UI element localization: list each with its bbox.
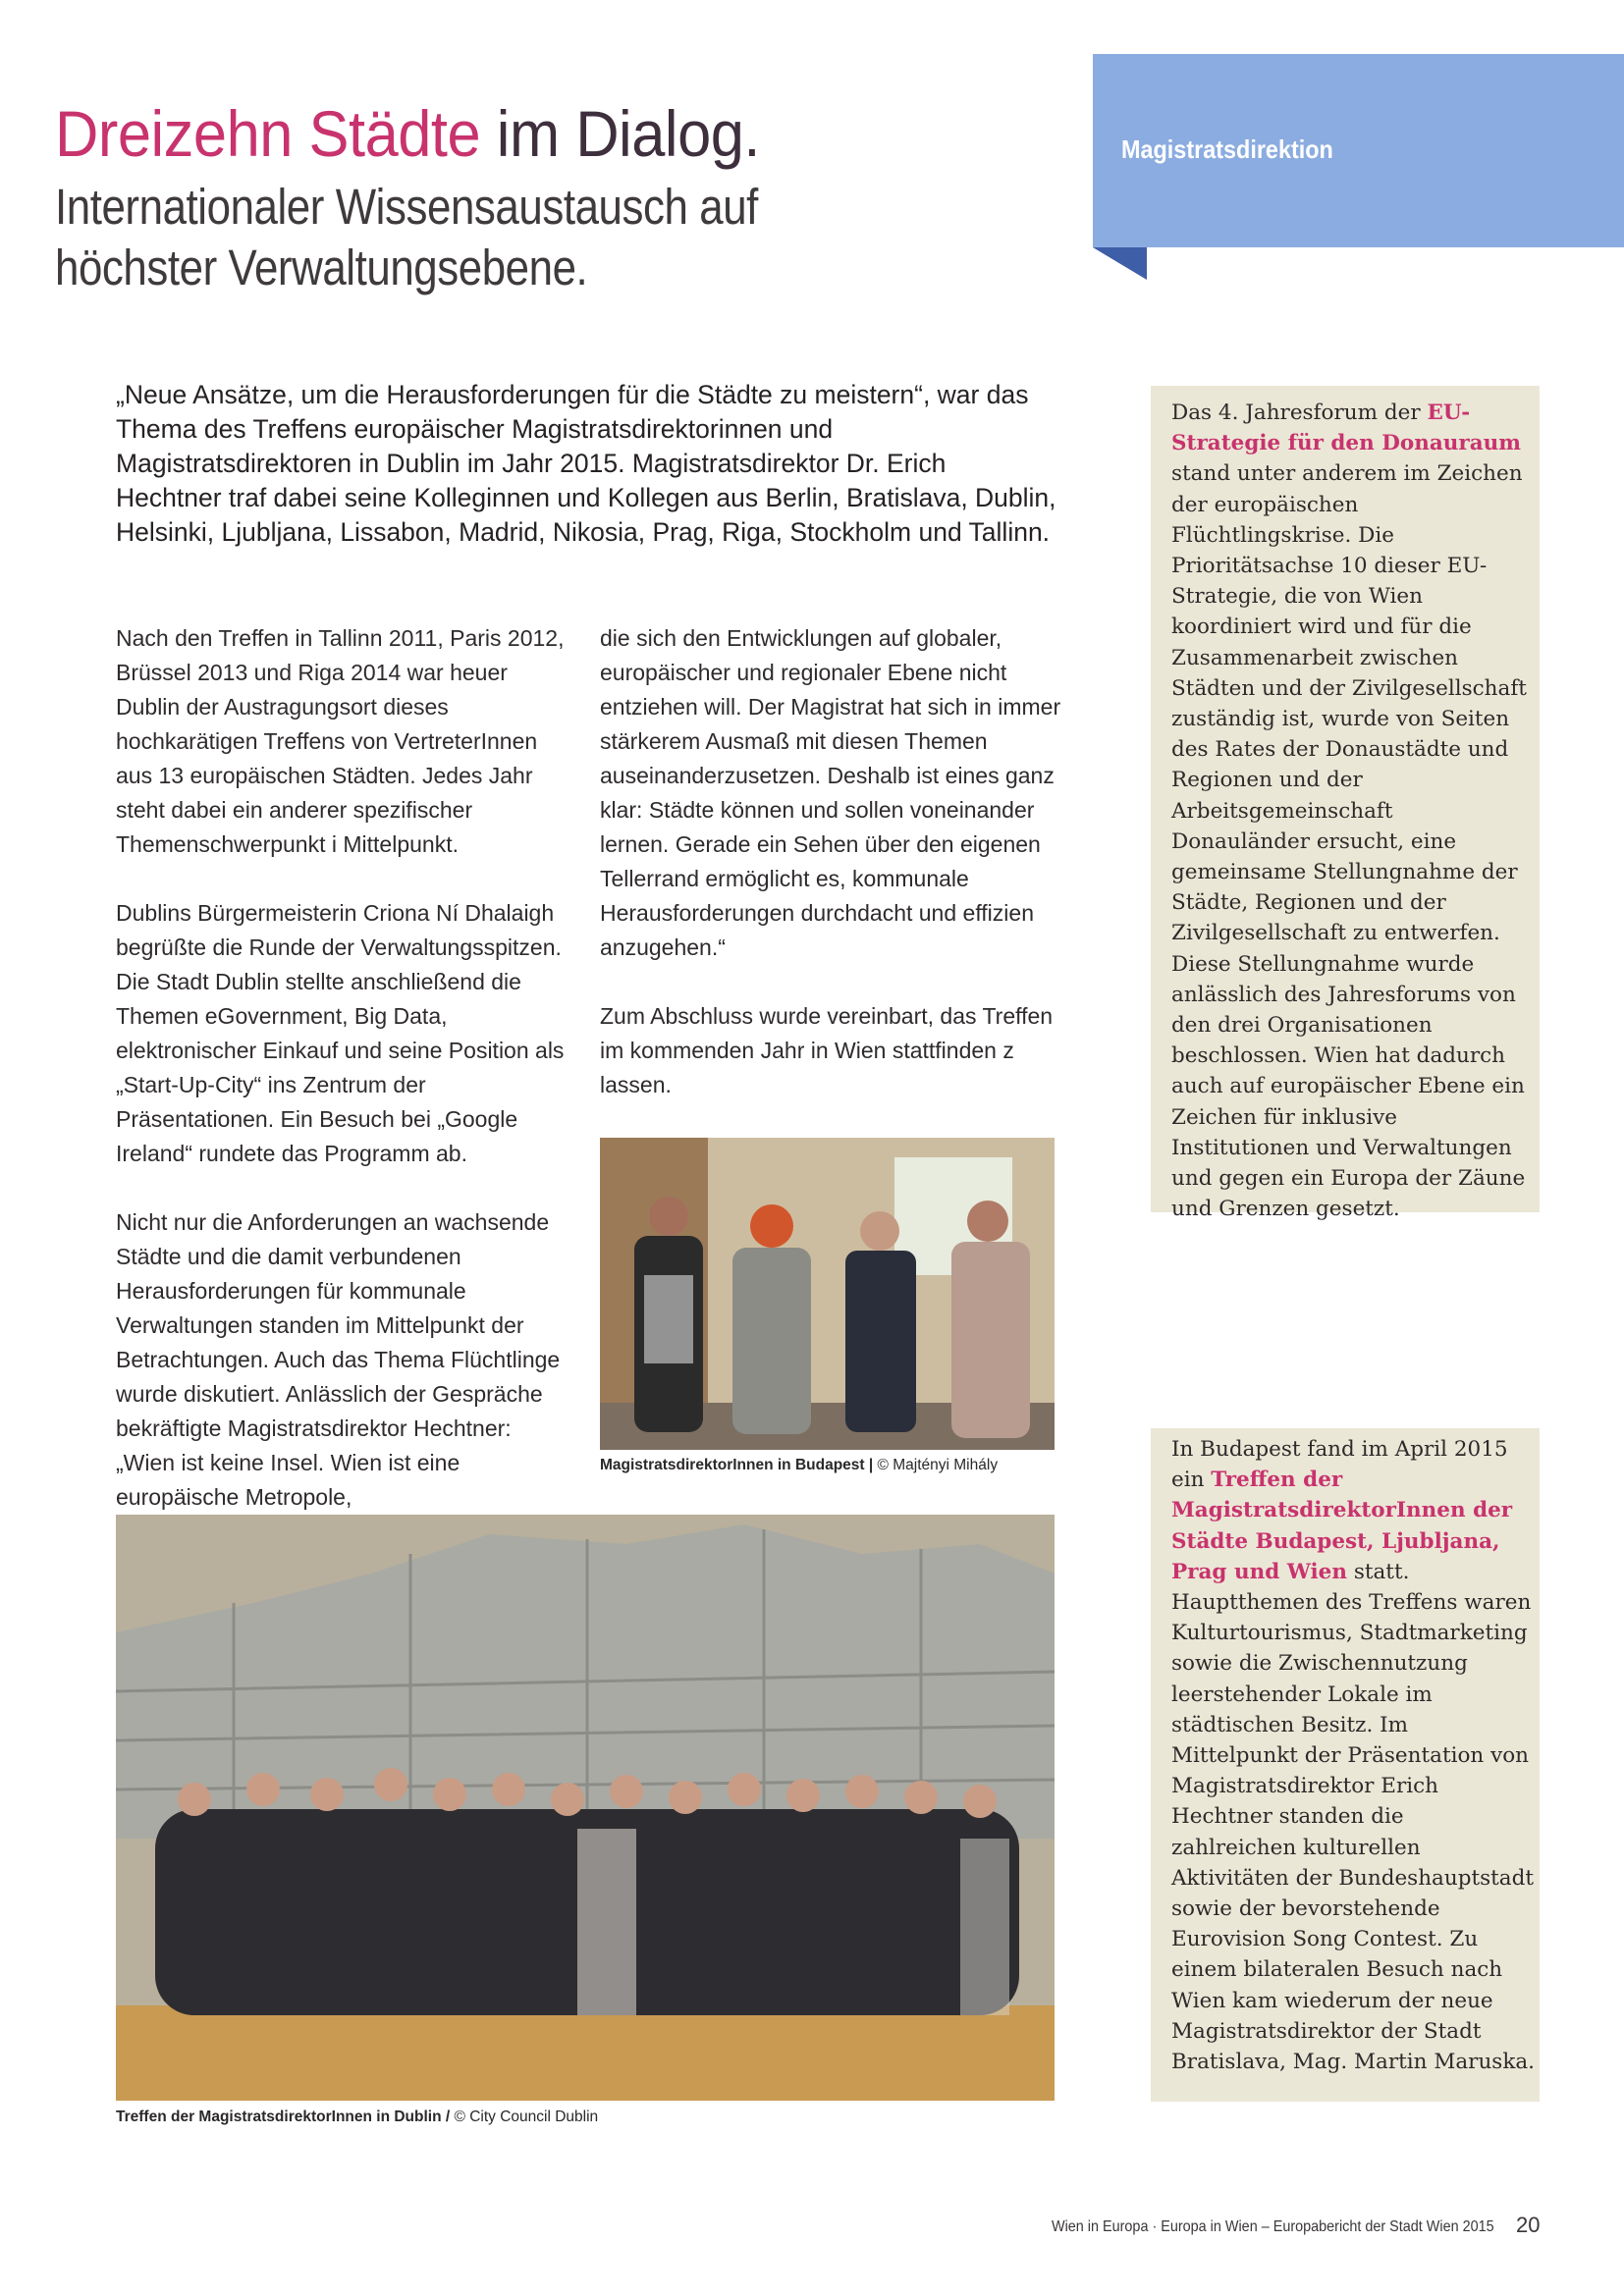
title-accent: Dreizehn Städte [55, 97, 481, 170]
sidebar-text-donauraum [1171, 398, 1535, 1224]
lead-paragraph: „Neue Ansätze, um die Herausforderungen für die Städte zu meistern“, war das Thema des Treffens europäischer Magistratsdirektorinnen und Magistratsdirektoren in Dublin im Jahr 2015. Magistratsdirektor Dr. Erich Hechtner traf dabei seine Kolleginnen und Kollegen aus Berlin, Bratislava, Dublin, Helsinki, Ljubljana, Lissabon, Madrid, Nikosia, Prag, Riga, Stockholm und Tallinn. [116, 380, 1056, 547]
sidebar-highlight: Treffen der MagistratsdirektorInnen der Städte Budapest, Ljubljana, Prag und Wien [1171, 1468, 1513, 1584]
body-paragraph: die sich den Entwicklungen auf globaler, europäischer und regionaler Ebene nicht entziehen will. Der Magistrat hat sich in immer stärkerem Ausmaß mit diesen Themen auseinanderzusetzen. Deshalb ist eines ganz klar: Städte können und sollen voneinander lernen. Gerade ein Sehen über den eigenen Tellerrand ermöglicht es, kommunale Herausforderungen durchdacht und effizien anzugehen.“ [600, 625, 1061, 960]
body-paragraph: Nicht nur die Anforderungen an wachsende Städte und die damit verbundenen Herausforderungen für kommunale Verwaltungen standen im Mittelpunkt der Betrachtungen. Auch das Thema Flüchtlinge wurde diskutiert. Anlässlich der Gespräche bekräftigte Magistratsdirektor Hechtner: „Wien ist keine Insel. Wien ist eine europäische Metropole, [116, 1209, 561, 1510]
body-paragraph: Dublins Bürgermeisterin Criona Ní Dhalaigh begrüßte die Runde der Verwaltungsspitzen. Die Stadt Dublin stellte anschließend die Themen eGovernment, Big Data, elektronischer Einkauf und seine Position als „Start-Up-City“ ins Zentrum der Präsentationen. Ein Besuch bei „Google Ireland“ rundete das Programm ab. [116, 900, 565, 1166]
body-column-1 [116, 621, 572, 1549]
page-subtitle: Internationaler Wissensaustausch auf höchster Verwaltungsebene. [55, 179, 758, 295]
photo-caption-budapest [600, 1456, 998, 1475]
sidebar-text-part: stand unter anderem im Zeichen der europäischen Flüchtlingskrise. Die Prioritätsachse 10 dieser EU-Strategie, die von Wien koordiniert wird und für die Zusammenarbeit zwischen Städten und der Zivilgesellschaft zuständig ist, wurde von Seiten des Rates der Donaustädte und Regionen und der Arbeitsgemeinschaft Donauländer ersucht, eine gemeinsame Stellungnahme der Städte, Regionen und der Zivilgesellschaft zu entwerfen. Diese Stellungnahme wurde anlässlich des Jahresforums von den drei Organisationen beschlossen. Wien hat dadurch auch auf europäischer Ebene ein Zeichen für inklusive Institutionen und Verwaltungen und gegen ein Europa der Zäune und Grenzen gesetzt. [1171, 461, 1527, 1222]
page-title [55, 94, 760, 173]
caption-credit: © Majtényi Mihály [873, 1457, 999, 1473]
sidebar-text-budapest [1171, 1434, 1535, 2077]
page-number: 20 [1516, 2213, 1541, 2237]
body-paragraph: Zum Abschluss wurde vereinbart, das Treffen im kommenden Jahr in Wien stattfinden z lassen. [600, 1003, 1054, 1097]
body-column-2 [600, 621, 1061, 1137]
photo-dublin-illustration [116, 1515, 1055, 2101]
body-paragraph: Nach den Treffen in Tallinn 2011, Paris 2012, Brüssel 2013 und Riga 2014 war heuer Dublin der Austragungsort dieses hochkarätigen Treffens von VertreterInnen aus 13 europäischen Städten. Jedes Jahr steht dabei ein anderer spezifischer Themenschwerpunkt i Mittelpunkt. [116, 625, 565, 857]
section-tab-fold [1093, 247, 1147, 280]
caption-title: Treffen der MagistratsdirektorInnen in Dublin / [116, 2109, 451, 2125]
photo-dublin [116, 1515, 1055, 2101]
caption-title: MagistratsdirektorInnen in Budapest | [600, 1457, 874, 1473]
photo-budapest-illustration [600, 1138, 1055, 1450]
sidebar-highlight: EU-Strategie für den Donauraum [1171, 400, 1522, 456]
sidebar-text-part: In Budapest fand im April 2015 ein [1171, 1437, 1508, 1493]
title-rest: im Dialog. [496, 97, 761, 170]
photo-caption-dublin [116, 2108, 598, 2127]
caption-credit: © City Council Dublin [450, 2109, 599, 2125]
section-tab-label: Magistratsdirektion [1121, 134, 1333, 164]
photo-budapest [600, 1138, 1055, 1450]
sidebar-text-part: Das 4. Jahresforum der [1171, 400, 1428, 425]
sidebar-text-part: statt. Hauptthemen des Treffens waren Kulturtourismus, Stadtmarketing sowie die Zwischennutzung leerstehender Lokale im städtischen Besitz. Im Mittelpunkt der Präsentation von Magistratsdirektor Erich Hechtner standen die zahlreichen kulturellen Aktivitäten der Bundeshauptstadt sowie der bevorstehende Eurovision Song Contest. Zu einem bilateralen Besuch nach Wien kam wiederum der neue Magistratsdirektor der Stadt Bratislava, Mag. Martin Maruska. [1171, 1559, 1536, 2075]
footer-text: Wien in Europa · Europa in Wien – Europabericht der Stadt Wien 2015 [1052, 2218, 1494, 2235]
